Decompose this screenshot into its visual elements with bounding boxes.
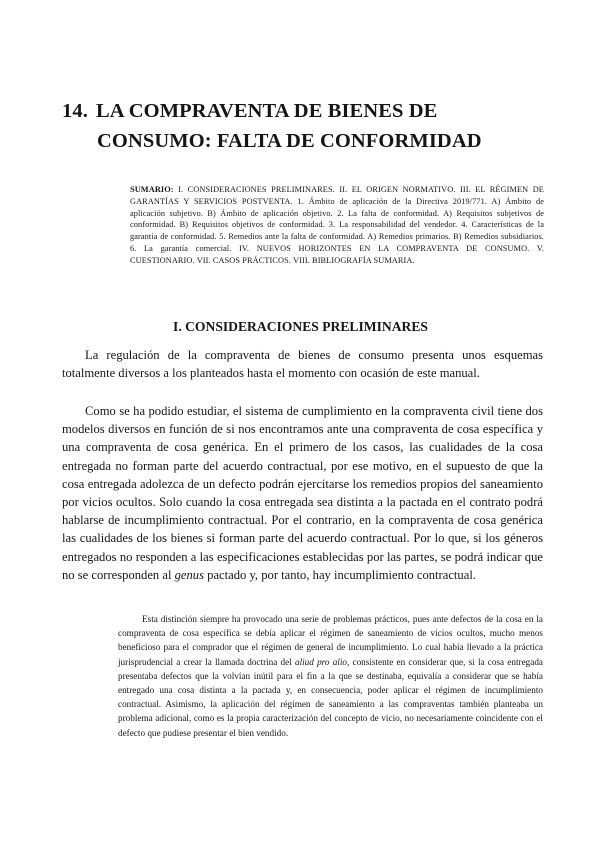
chapter-title — [62, 96, 562, 156]
chapter-title-line-2: CONSUMO: FALTA DE CONFORMIDAD — [97, 130, 482, 152]
footnote-text-a: Esta distinción siempre ha provocado una serie de problemas prácticos, pues ante defectos de la cosa en la compraventa de cosa específica se debía aplicar el régimen de saneamiento de vicios ocultos, mucho menos beneficioso para el comprador que el régimen de general de incumplimiento. Lo cual había llevado a la práctica jurisprudencial a crear la llamada doctrina del — [118, 614, 543, 667]
footnote-block — [118, 612, 543, 740]
footnote-text-b: , consistente en considerar que, si la cosa entregada presentaba defectos que la volvían inútil para el fin a la que se destinaba, equivalía a considerar que se había entregado una cosa distinta a la pactada y, en consecuencia, poder aplicar el régimen de incumplimiento contractual. Asimismo, la aplicación del régimen de saneamiento a las compraventas también planteaba un problema adicional, como es la propia caracterización del concepto de vicio, no necesariamente coincidente con el defecto que pudiese presentar el bien vendido. — [118, 656, 544, 738]
paragraph-2 — [62, 402, 543, 584]
chapter-summary — [130, 184, 544, 267]
section-heading: I. CONSIDERACIONES PRELIMINARES — [173, 319, 428, 334]
paragraph-1: La regulación de la compraventa de bienes de consumo presenta unos esquemas totalmente diversos a los planteados hasta el momento con ocasión de este manual. — [62, 348, 543, 381]
paragraph-2-text-a: Como se ha podido estudiar, el sistema de cumplimiento en la compraventa civil tiene dos modelos diversos en función de si nos encontramos ante una compraventa de cosa específica y una compraventa de cosa genérica. En el primero de los casos, las cualidades de la cosa entregada no forman parte del acuerdo contractual, por ese motivo, en el supuesto de que la cosa entregada adolezca de un defecto podrán ejercitarse los remedios propios del saneamiento por vicios ocultos. Solo cuando la cosa entregada sea distinta a la pactada en el contrato podrá hablarse de incumplimiento contractual. Por el contrario, en la compraventa de cosa genérica las cualidades de los bienes si forman parte del acuerdo contractual. Por lo que, si los géneros entregados no responden a las especificaciones establecidas por las partes, se podrá indicar que no se corresponden al — [62, 404, 543, 582]
chapter-title-line-1: LA COMPRAVENTA DE BIENES DE — [96, 100, 438, 122]
paragraph-2-text-b: pactado y, por tanto, hay incumplimiento contractual. — [204, 567, 476, 582]
chapter-number: 14. — [62, 100, 88, 122]
paragraph-2-italic-term: genus — [174, 567, 204, 582]
summary-text: I. CONSIDERACIONES PRELIMINARES. II. EL ORIGEN NORMATIVO. III. EL RÉGIMEN DE GARANTÍAS Y SERVICIOS POSTVENTA. 1. Ámbito de aplicación de la Directiva 2019/771. A) Ámbito de aplicación subjetivo. B) Ámbito de aplicación objetivo. 2. La falta de conformidad. A) Requisitos subjetivos de conformidad. B) Requisitos objetivos de conformidad. 3. La responsabilidad del vendedor. 4. Características de la garantía de conformidad. 5. Remedios ante la falta de conformidad. A) Remedios primarios. B) Remedios subsidiarios. 6. La garantía comercial. IV. NUEVOS HORIZONTES EN LA COMPRAVENTA DE CONSUMO. V. CUESTIONARIO. VII. CASOS PRÁCTICOS. VIII. BIBLIOGRAFÍA SUMARIA. — [130, 185, 544, 265]
footnote-italic-term: aliud pro alio — [294, 656, 347, 667]
summary-label: SUMARIO: — [130, 185, 174, 194]
